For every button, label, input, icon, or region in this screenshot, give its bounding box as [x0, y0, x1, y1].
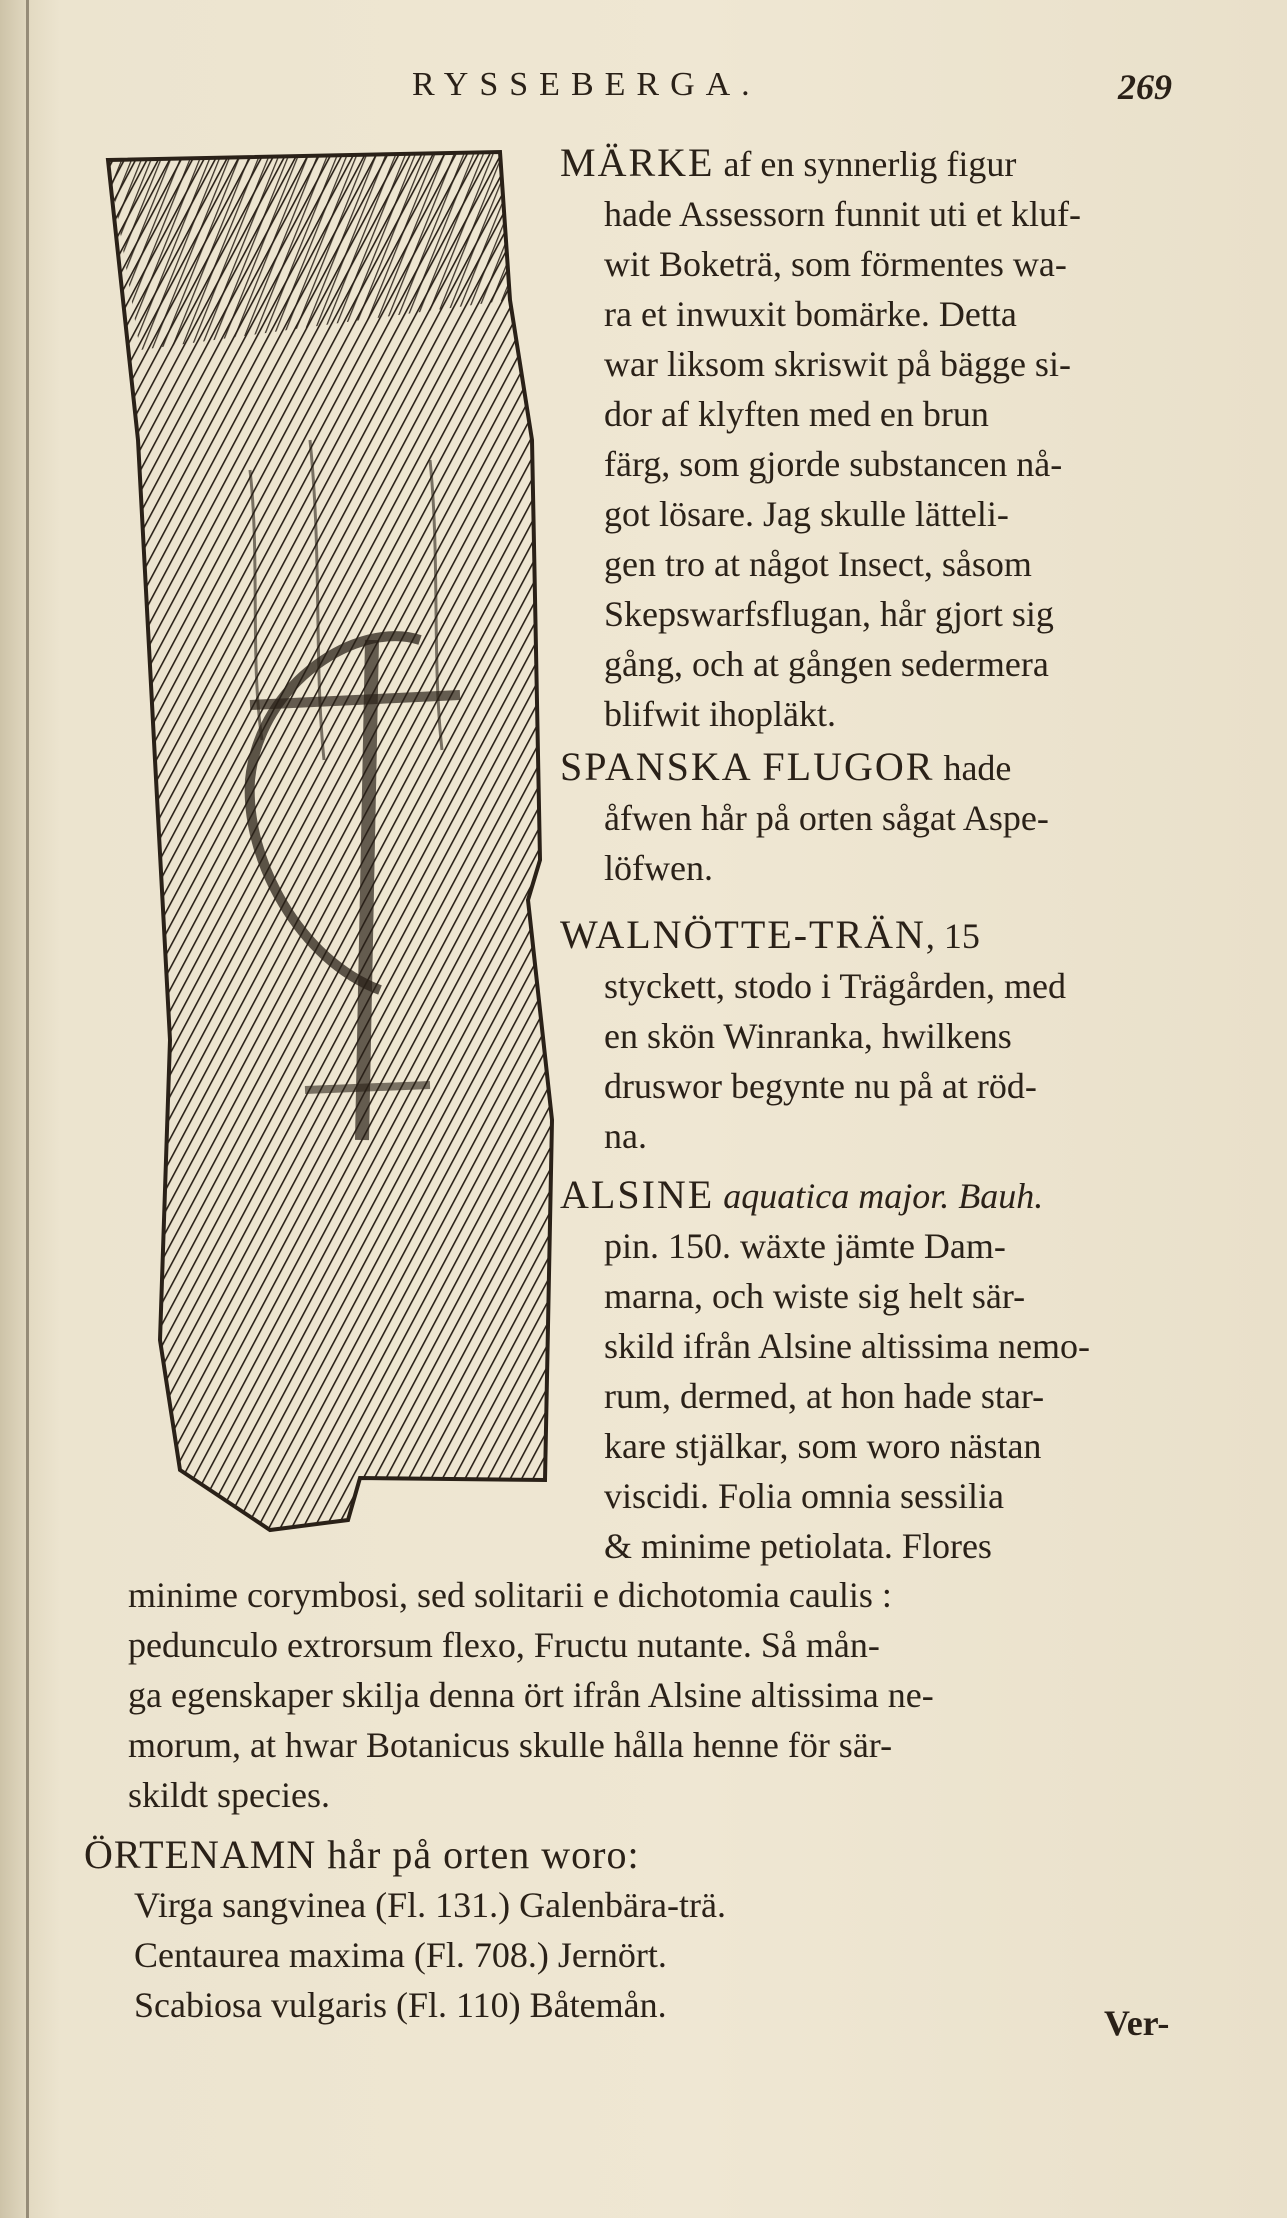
entry-line: ALSINE aquatica major. Bauh. [560, 1172, 1044, 1217]
entry-line: ra et inwuxit bomärke. Detta [604, 294, 1017, 334]
catchword: Ver- [1104, 2003, 1170, 2043]
inscribed-cross-vertical [362, 640, 372, 1140]
woodcut-illustration [100, 140, 560, 1540]
page-header [0, 66, 1287, 126]
page-gutter [26, 0, 29, 2218]
entry-line: hade Assessorn funnit uti et kluf- [604, 194, 1081, 234]
entry-lead: ALSINE [560, 1172, 715, 1217]
entry-line: viscidi. Folia omnia sessilia [604, 1476, 1004, 1516]
entry-line: WALNÖTTE-TRÄN, 15 [560, 912, 980, 957]
entry-line: SPANSKA FLUGOR hade [560, 744, 1012, 789]
entry-line: morum, at hwar Botanicus skulle hålla henne för sär- [128, 1725, 893, 1765]
plant-names-list [84, 1830, 1184, 2030]
entry-line: dor af klyften med en brun [604, 394, 989, 434]
entry-marke [560, 138, 1210, 739]
entry-line: åfwen hår på orten sågat Aspe- [604, 798, 1049, 838]
plant-names-title: ÖRTENAMN hår på orten woro: [84, 1832, 640, 1877]
entry-line: en skön Winranka, hwilkens [604, 1016, 1012, 1056]
entry-line: pedunculo extrorsum flexo, Fructu nutante. Så mån- [128, 1625, 880, 1665]
entry-line: skild ifrån Alsine altissima nemo- [604, 1326, 1090, 1366]
entry-spanska-flugor [560, 742, 1210, 893]
entry-walnotte-tran [560, 910, 1210, 1161]
entry-line: skildt species. [128, 1775, 330, 1815]
entry-lead: MÄRKE [560, 140, 715, 185]
page-number: 269 [1118, 67, 1172, 107]
entry-line: ga egenskaper skilja denna ört ifrån Alsine altissima ne- [128, 1675, 934, 1715]
entry-line: Skepswarfsflugan, hår gjort sig [604, 594, 1054, 634]
entry-line: war liksom skriswit på bägge si- [604, 344, 1071, 384]
entry-line: MÄRKE af en synnerlig figur [560, 140, 1017, 185]
entry-line: gen tro at något Insect, såsom [604, 544, 1032, 584]
entry-line: druswor begynte nu på at röd- [604, 1066, 1037, 1106]
entry-line: marna, och wiste sig helt sär- [604, 1276, 1026, 1316]
entry-line: styckett, stodo i Trägården, med [604, 966, 1066, 1006]
wood-block [108, 152, 552, 1530]
entry-line: färg, som gjorde substancen nå- [604, 444, 1063, 484]
plant-name-line: Virga sangvinea (Fl. 131.) Galenbära-trä. [134, 1885, 726, 1925]
entry-alsine-continued [128, 1570, 1208, 1820]
entry-line: gång, och at gången sedermera [604, 644, 1049, 684]
entry-alsine [560, 1170, 1210, 1571]
entry-lead: WALNÖTTE-TRÄN [560, 912, 926, 957]
entry-line: na. [604, 1116, 647, 1156]
entry-line: löfwen. [604, 848, 713, 888]
plant-name-line: Centaurea maxima (Fl. 708.) Jernört. [134, 1935, 667, 1975]
entry-line: pin. 150. wäxte jämte Dam- [604, 1226, 1006, 1266]
entry-line: rum, dermed, at hon hade star- [604, 1376, 1045, 1416]
entry-line: & minime petiolata. Flores [604, 1526, 992, 1566]
entry-line: kare stjälkar, som woro nästan [604, 1426, 1042, 1466]
entry-line: got lösare. Jag skulle lätteli- [604, 494, 1009, 534]
entry-line: minime corymbosi, sed solitarii e dichotomia caulis : [128, 1575, 892, 1615]
plant-name-line: Scabiosa vulgaris (Fl. 110) Båtemån. [134, 1985, 667, 2025]
entry-line: wit Boketrä, som förmentes wa- [604, 244, 1067, 284]
running-head: RYSSEBERGA. [412, 66, 761, 103]
entry-lead: SPANSKA FLUGOR [560, 744, 935, 789]
entry-line: blifwit ihopläkt. [604, 694, 836, 734]
